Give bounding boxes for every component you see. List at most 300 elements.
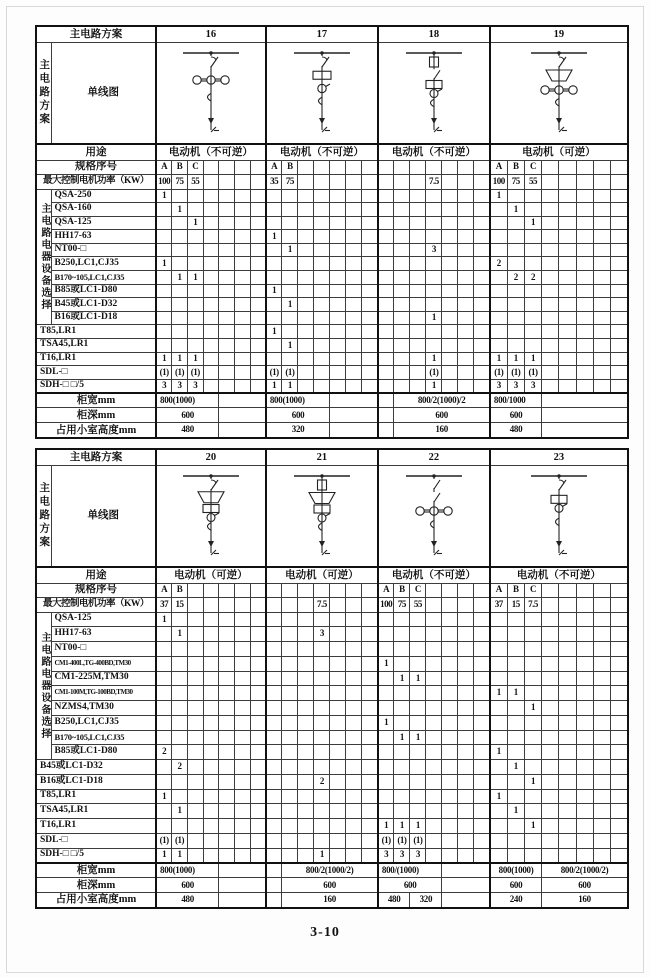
value-cell-21 bbox=[314, 612, 330, 627]
spec-cell-21 bbox=[266, 583, 282, 597]
value-cell-19 bbox=[507, 339, 524, 353]
value-cell-22 bbox=[426, 833, 442, 848]
scheme-21-number: 21 bbox=[266, 449, 378, 465]
scheme-23-number: 23 bbox=[490, 449, 628, 465]
spec-cell-18 bbox=[410, 160, 426, 174]
value-cell-19 bbox=[559, 339, 576, 353]
value-cell-18 bbox=[442, 257, 458, 271]
value-cell-16 bbox=[234, 325, 250, 339]
value-cell-22: 1 bbox=[410, 671, 426, 686]
value-cell-16: 1 bbox=[187, 271, 203, 285]
value-cell-19 bbox=[524, 189, 541, 203]
value-cell-20 bbox=[203, 789, 219, 804]
power-cell-16: 55 bbox=[187, 174, 203, 189]
value-cell-16 bbox=[219, 216, 235, 230]
value-cell-23 bbox=[490, 804, 507, 819]
value-cell-17 bbox=[346, 339, 362, 353]
value-cell-23 bbox=[507, 715, 524, 730]
value-cell-16 bbox=[250, 325, 266, 339]
value-cell-23 bbox=[611, 642, 628, 657]
value-cell-17 bbox=[346, 257, 362, 271]
value-cell-21 bbox=[282, 642, 298, 657]
value-cell-18 bbox=[458, 203, 474, 217]
value-cell-17 bbox=[298, 352, 314, 366]
value-cell-19 bbox=[524, 243, 541, 257]
value-cell-23 bbox=[559, 774, 576, 789]
cabinet-width-18 bbox=[378, 393, 394, 408]
value-cell-17 bbox=[330, 243, 346, 257]
value-cell-23 bbox=[507, 701, 524, 716]
value-cell-21 bbox=[346, 760, 362, 775]
value-cell-19 bbox=[542, 352, 559, 366]
cabinet-row-label: 柜宽mm bbox=[36, 393, 156, 408]
value-cell-23 bbox=[559, 642, 576, 657]
value-cell-19: 2 bbox=[524, 271, 541, 285]
value-cell-23 bbox=[559, 612, 576, 627]
value-cell-18 bbox=[458, 243, 474, 257]
value-cell-22: 1 bbox=[378, 819, 394, 834]
value-cell-16 bbox=[234, 271, 250, 285]
value-cell-20: 1 bbox=[156, 612, 172, 627]
value-cell-18 bbox=[458, 352, 474, 366]
value-cell-20: 1 bbox=[156, 848, 172, 863]
value-cell-16: 1 bbox=[187, 352, 203, 366]
value-cell-20 bbox=[219, 612, 235, 627]
value-cell-19 bbox=[593, 284, 610, 298]
value-cell-17 bbox=[314, 243, 330, 257]
spec-cell-18 bbox=[458, 160, 474, 174]
value-cell-17 bbox=[314, 189, 330, 203]
value-cell-20 bbox=[219, 789, 235, 804]
power-cell-20 bbox=[219, 597, 235, 612]
value-cell-21 bbox=[362, 760, 378, 775]
value-cell-18 bbox=[458, 379, 474, 393]
value-cell-20 bbox=[156, 671, 172, 686]
power-cell-20: 15 bbox=[172, 597, 188, 612]
value-cell-17 bbox=[346, 189, 362, 203]
value-cell-21 bbox=[346, 627, 362, 642]
value-cell-17 bbox=[314, 298, 330, 312]
value-cell-17: 1 bbox=[266, 325, 282, 339]
equipment-label: SDH-□ □/5 bbox=[36, 379, 156, 393]
value-cell-23: 1 bbox=[507, 686, 524, 701]
value-cell-20 bbox=[219, 730, 235, 745]
value-cell-21 bbox=[314, 656, 330, 671]
power-cell-21 bbox=[362, 597, 378, 612]
value-cell-21 bbox=[330, 789, 346, 804]
value-cell-23 bbox=[593, 848, 610, 863]
spec-cell-22 bbox=[458, 583, 474, 597]
value-cell-23 bbox=[507, 730, 524, 745]
value-cell-23 bbox=[490, 671, 507, 686]
value-cell-21 bbox=[266, 656, 282, 671]
value-cell-17 bbox=[266, 352, 282, 366]
value-cell-17 bbox=[314, 311, 330, 325]
value-cell-17 bbox=[298, 325, 314, 339]
value-cell-17 bbox=[362, 352, 378, 366]
value-cell-19 bbox=[542, 366, 559, 380]
value-cell-16 bbox=[234, 284, 250, 298]
power-cell-20 bbox=[250, 597, 266, 612]
value-cell-20 bbox=[172, 671, 188, 686]
value-cell-19 bbox=[507, 298, 524, 312]
scheme-21-usage: 电动机（可逆） bbox=[266, 567, 378, 583]
value-cell-17 bbox=[362, 339, 378, 353]
cabinet-depth-16: 600 bbox=[156, 408, 219, 423]
value-cell-22 bbox=[426, 789, 442, 804]
power-cell-23 bbox=[611, 597, 628, 612]
value-cell-19 bbox=[593, 379, 610, 393]
value-cell-20 bbox=[219, 656, 235, 671]
value-cell-20 bbox=[203, 745, 219, 760]
value-cell-20 bbox=[219, 715, 235, 730]
value-cell-17 bbox=[362, 298, 378, 312]
power-cell-19 bbox=[576, 174, 593, 189]
value-cell-19 bbox=[490, 230, 507, 244]
value-cell-18 bbox=[458, 230, 474, 244]
value-cell-22 bbox=[458, 642, 474, 657]
value-cell-23 bbox=[593, 774, 610, 789]
value-cell-16 bbox=[156, 339, 172, 353]
scheme-16-number: 16 bbox=[156, 26, 266, 42]
value-cell-19 bbox=[524, 203, 541, 217]
value-cell-16 bbox=[250, 311, 266, 325]
value-cell-18 bbox=[458, 271, 474, 285]
value-cell-17 bbox=[362, 203, 378, 217]
value-cell-16: 3 bbox=[172, 379, 188, 393]
value-cell-16 bbox=[250, 339, 266, 353]
value-cell-17 bbox=[362, 257, 378, 271]
value-cell-18 bbox=[394, 325, 410, 339]
value-cell-19: 1 bbox=[490, 352, 507, 366]
value-cell-22 bbox=[426, 656, 442, 671]
value-cell-16: 1 bbox=[156, 189, 172, 203]
value-cell-19 bbox=[611, 284, 628, 298]
value-cell-16 bbox=[219, 311, 235, 325]
value-cell-22 bbox=[426, 774, 442, 789]
value-cell-18 bbox=[474, 352, 490, 366]
value-cell-18 bbox=[378, 284, 394, 298]
value-cell-19 bbox=[559, 203, 576, 217]
value-cell-17 bbox=[266, 298, 282, 312]
value-cell-19 bbox=[611, 339, 628, 353]
power-cell-23 bbox=[576, 597, 593, 612]
value-cell-16: 1 bbox=[187, 216, 203, 230]
value-cell-16: 1 bbox=[172, 271, 188, 285]
single-line-diagram-18 bbox=[384, 46, 484, 140]
cabinet-width-20 bbox=[219, 863, 266, 878]
value-cell-18 bbox=[394, 339, 410, 353]
value-cell-23 bbox=[542, 760, 559, 775]
value-cell-21 bbox=[266, 848, 282, 863]
value-cell-17 bbox=[346, 352, 362, 366]
power-cell-22 bbox=[426, 597, 442, 612]
value-cell-21: 1 bbox=[314, 848, 330, 863]
value-cell-20 bbox=[203, 833, 219, 848]
value-cell-18 bbox=[410, 203, 426, 217]
value-cell-16 bbox=[219, 243, 235, 257]
corner-label: 主电路方案 bbox=[36, 449, 156, 465]
value-cell-19 bbox=[576, 339, 593, 353]
value-cell-23 bbox=[507, 789, 524, 804]
value-cell-19 bbox=[611, 216, 628, 230]
value-cell-18 bbox=[410, 325, 426, 339]
spec-cell-19 bbox=[593, 160, 610, 174]
value-cell-20 bbox=[203, 686, 219, 701]
cabinet-width-22: 800/(1000) bbox=[378, 863, 442, 878]
value-cell-17 bbox=[266, 311, 282, 325]
value-cell-22 bbox=[442, 745, 458, 760]
value-cell-19 bbox=[542, 271, 559, 285]
value-cell-22 bbox=[458, 671, 474, 686]
value-cell-22 bbox=[426, 760, 442, 775]
value-cell-16 bbox=[250, 230, 266, 244]
value-cell-22 bbox=[378, 671, 394, 686]
value-cell-23 bbox=[524, 671, 541, 686]
power-cell-20: 37 bbox=[156, 597, 172, 612]
value-cell-22 bbox=[378, 686, 394, 701]
power-cell-16 bbox=[234, 174, 250, 189]
value-cell-21 bbox=[266, 612, 282, 627]
value-cell-17 bbox=[346, 311, 362, 325]
scheme-18-diagram-cell bbox=[378, 42, 490, 144]
value-cell-19 bbox=[542, 339, 559, 353]
value-cell-19 bbox=[542, 257, 559, 271]
scheme-22-number: 22 bbox=[378, 449, 490, 465]
power-cell-20 bbox=[203, 597, 219, 612]
value-cell-23: 1 bbox=[524, 774, 541, 789]
value-cell-23 bbox=[576, 686, 593, 701]
cabinet-height-20 bbox=[219, 893, 266, 908]
value-cell-21 bbox=[362, 701, 378, 716]
cabinet-depth-18: 600 bbox=[394, 408, 490, 423]
value-cell-20 bbox=[172, 715, 188, 730]
value-cell-16 bbox=[203, 366, 219, 380]
value-cell-21 bbox=[362, 671, 378, 686]
value-cell-18 bbox=[410, 352, 426, 366]
value-cell-21 bbox=[346, 789, 362, 804]
value-cell-17 bbox=[298, 339, 314, 353]
value-cell-19 bbox=[611, 366, 628, 380]
value-cell-22 bbox=[410, 760, 426, 775]
power-label: 最大控制电机功率（KW） bbox=[36, 174, 156, 189]
value-cell-16 bbox=[234, 379, 250, 393]
cabinet-depth-18 bbox=[378, 408, 394, 423]
value-cell-18 bbox=[394, 189, 410, 203]
value-cell-20 bbox=[203, 701, 219, 716]
value-cell-23 bbox=[593, 715, 610, 730]
value-cell-23: 1 bbox=[490, 789, 507, 804]
value-cell-19 bbox=[490, 339, 507, 353]
value-cell-19 bbox=[593, 216, 610, 230]
value-cell-20 bbox=[250, 789, 266, 804]
scheme-23-diagram-cell bbox=[490, 465, 628, 567]
value-cell-19 bbox=[559, 379, 576, 393]
value-cell-22 bbox=[458, 730, 474, 745]
corner-label: 主电路方案 bbox=[36, 26, 156, 42]
value-cell-23 bbox=[559, 627, 576, 642]
cabinet-width-23: 800/2(1000/2) bbox=[542, 863, 628, 878]
spec-cell-18 bbox=[426, 160, 442, 174]
value-cell-21 bbox=[346, 701, 362, 716]
value-cell-21 bbox=[362, 627, 378, 642]
value-cell-23 bbox=[490, 848, 507, 863]
power-cell-16: 100 bbox=[156, 174, 172, 189]
scheme-21-diagram-cell bbox=[266, 465, 378, 567]
value-cell-16 bbox=[172, 189, 188, 203]
power-cell-18 bbox=[442, 174, 458, 189]
value-cell-20 bbox=[219, 760, 235, 775]
value-cell-20 bbox=[234, 848, 250, 863]
value-cell-23 bbox=[524, 745, 541, 760]
value-cell-16 bbox=[219, 271, 235, 285]
spec-label: 规格序号 bbox=[36, 160, 156, 174]
value-cell-22 bbox=[394, 627, 410, 642]
value-cell-17 bbox=[266, 203, 282, 217]
value-cell-21 bbox=[362, 833, 378, 848]
value-cell-16 bbox=[234, 366, 250, 380]
value-cell-20 bbox=[156, 627, 172, 642]
value-cell-22 bbox=[458, 612, 474, 627]
value-cell-21 bbox=[362, 804, 378, 819]
value-cell-23 bbox=[542, 612, 559, 627]
value-cell-22 bbox=[378, 774, 394, 789]
value-cell-23 bbox=[559, 745, 576, 760]
value-cell-19 bbox=[559, 284, 576, 298]
value-cell-17 bbox=[330, 230, 346, 244]
value-cell-17: 1 bbox=[266, 230, 282, 244]
value-cell-19 bbox=[611, 189, 628, 203]
value-cell-21 bbox=[266, 745, 282, 760]
value-cell-23 bbox=[524, 833, 541, 848]
value-cell-21 bbox=[330, 671, 346, 686]
value-cell-18 bbox=[474, 216, 490, 230]
value-cell-17: 1 bbox=[266, 379, 282, 393]
cabinet-depth-17: 600 bbox=[266, 408, 330, 423]
value-cell-17 bbox=[282, 325, 298, 339]
value-cell-22 bbox=[394, 774, 410, 789]
value-cell-21 bbox=[362, 745, 378, 760]
value-cell-17 bbox=[298, 311, 314, 325]
value-cell-20: 2 bbox=[172, 760, 188, 775]
value-cell-19 bbox=[507, 325, 524, 339]
value-cell-16 bbox=[203, 243, 219, 257]
value-cell-23 bbox=[611, 819, 628, 834]
value-cell-17 bbox=[346, 379, 362, 393]
value-cell-18 bbox=[442, 230, 458, 244]
value-cell-20 bbox=[219, 642, 235, 657]
power-cell-23 bbox=[593, 597, 610, 612]
value-cell-21 bbox=[330, 686, 346, 701]
value-cell-16 bbox=[219, 379, 235, 393]
value-cell-21 bbox=[346, 715, 362, 730]
value-cell-21 bbox=[298, 642, 314, 657]
value-cell-18 bbox=[426, 203, 442, 217]
cabinet-row-label: 柜深mm bbox=[36, 408, 156, 423]
value-cell-21 bbox=[314, 686, 330, 701]
value-cell-20 bbox=[187, 715, 203, 730]
power-cell-17 bbox=[314, 174, 330, 189]
single-line-diagram-20 bbox=[161, 469, 261, 563]
equipment-label: T16,LR1 bbox=[36, 352, 156, 366]
value-cell-20 bbox=[187, 642, 203, 657]
value-cell-23 bbox=[611, 789, 628, 804]
value-cell-21 bbox=[362, 848, 378, 863]
value-cell-22 bbox=[378, 730, 394, 745]
value-cell-18 bbox=[394, 366, 410, 380]
value-cell-16: 1 bbox=[156, 257, 172, 271]
value-cell-19: 3 bbox=[490, 379, 507, 393]
value-cell-19 bbox=[559, 311, 576, 325]
value-cell-23: 1 bbox=[490, 686, 507, 701]
power-cell-19: 55 bbox=[524, 174, 541, 189]
value-cell-21 bbox=[362, 819, 378, 834]
value-cell-19 bbox=[611, 243, 628, 257]
value-cell-21 bbox=[314, 789, 330, 804]
value-cell-20 bbox=[219, 804, 235, 819]
value-cell-16 bbox=[203, 257, 219, 271]
value-cell-16 bbox=[156, 243, 172, 257]
value-cell-16: 3 bbox=[156, 379, 172, 393]
value-cell-22 bbox=[442, 715, 458, 730]
value-cell-19 bbox=[490, 298, 507, 312]
power-cell-18 bbox=[474, 174, 490, 189]
cabinet-width-23: 800(1000) bbox=[490, 863, 542, 878]
spec-cell-23 bbox=[576, 583, 593, 597]
value-cell-20 bbox=[234, 656, 250, 671]
value-cell-16 bbox=[250, 379, 266, 393]
value-cell-18 bbox=[410, 271, 426, 285]
value-cell-22 bbox=[458, 701, 474, 716]
value-cell-16 bbox=[234, 298, 250, 312]
value-cell-16: 1 bbox=[156, 352, 172, 366]
value-cell-22 bbox=[458, 745, 474, 760]
cabinet-width-18: 800/2(1000)/2 bbox=[394, 393, 490, 408]
power-cell-17 bbox=[346, 174, 362, 189]
spec-cell-19 bbox=[559, 160, 576, 174]
value-cell-16 bbox=[187, 203, 203, 217]
cabinet-width-21 bbox=[266, 863, 282, 878]
value-cell-16 bbox=[156, 325, 172, 339]
value-cell-21 bbox=[282, 627, 298, 642]
value-cell-16 bbox=[203, 284, 219, 298]
spec-cell-23: B bbox=[507, 583, 524, 597]
value-cell-23 bbox=[611, 627, 628, 642]
value-cell-23 bbox=[542, 745, 559, 760]
value-cell-17 bbox=[330, 271, 346, 285]
value-cell-21 bbox=[282, 774, 298, 789]
value-cell-23 bbox=[542, 701, 559, 716]
value-cell-16 bbox=[156, 203, 172, 217]
value-cell-22: 3 bbox=[378, 848, 394, 863]
cabinet-row-label: 柜深mm bbox=[36, 878, 156, 893]
value-cell-19: 2 bbox=[490, 257, 507, 271]
value-cell-21 bbox=[282, 701, 298, 716]
power-cell-17 bbox=[298, 174, 314, 189]
value-cell-16 bbox=[250, 203, 266, 217]
value-cell-16 bbox=[203, 311, 219, 325]
value-cell-18 bbox=[378, 298, 394, 312]
value-cell-18 bbox=[458, 325, 474, 339]
value-cell-21 bbox=[362, 715, 378, 730]
spec-cell-18 bbox=[378, 160, 394, 174]
power-cell-18 bbox=[458, 174, 474, 189]
value-cell-17 bbox=[362, 230, 378, 244]
equipment-label: B170~105,LC1,CJ35 bbox=[51, 730, 156, 745]
value-cell-22 bbox=[442, 627, 458, 642]
value-cell-17 bbox=[282, 311, 298, 325]
value-cell-20 bbox=[187, 745, 203, 760]
